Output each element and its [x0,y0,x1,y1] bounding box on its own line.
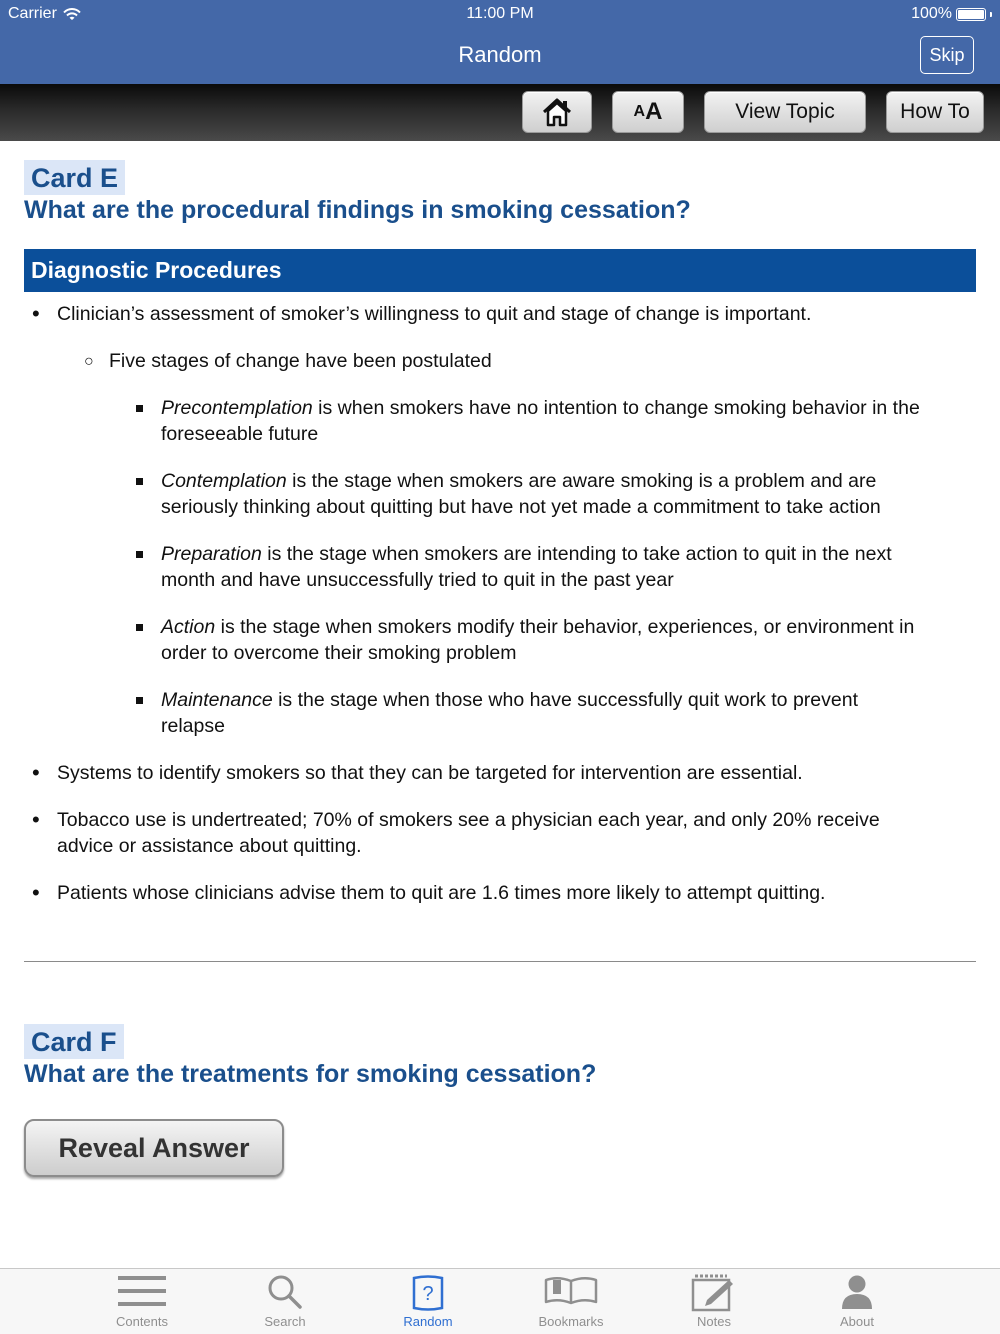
stage-desc: month and have unsuccessfully tried to quit in the past year [161,569,674,591]
card-e-question: What are the procedural findings in smoking cessation? [24,196,691,224]
tab-label: Random [403,1314,453,1329]
battery-percent: 100% [911,5,952,22]
page-title: Random [458,42,542,67]
font-big-glyph: A [645,98,663,125]
card-e-label: Card E [24,160,125,195]
list-icon [117,1274,167,1308]
tab-about[interactable] [797,1269,917,1334]
stage-desc: is the stage when smokers modify their behavior, experiences, or environment in [215,616,915,638]
svg-text:?: ? [422,1283,434,1305]
stage-desc: foreseeable future [161,423,319,445]
stage-term: Action [161,616,216,638]
bullet-text: Clinician’s assessment of smoker’s willingness to quit and stage of change is important. [57,303,812,325]
bullet-text: Patients whose clinicians advise them to quit are 1.6 times more likely to attempt quitting. [57,882,826,904]
home-button[interactable] [522,91,592,133]
reveal-answer-button[interactable]: Reveal Answer [24,1119,284,1177]
home-icon [541,97,573,127]
bullet-text: advice or assistance about quitting. [57,835,362,857]
tab-search[interactable] [225,1269,345,1334]
stage-desc: seriously thinking about quitting but have not yet made a commitment to take action [161,496,881,518]
tab-bookmarks[interactable] [511,1269,631,1334]
person-icon [840,1274,874,1310]
tab-notes[interactable] [654,1269,774,1334]
battery-icon [956,8,986,21]
card-f-question: What are the treatments for smoking cessation? [24,1060,597,1088]
stage-term: Preparation [161,543,262,565]
bullet-text: Tobacco use is undertreated; 70% of smokers see a physician each year, and only 20% receive [57,809,880,831]
status-bar [0,0,1000,28]
toolbar [0,84,1000,141]
tab-label: About [840,1314,874,1329]
stage-term: Precontemplation [161,397,313,419]
font-small-glyph: A [633,103,646,120]
book-icon [544,1274,598,1306]
view-topic-button[interactable]: View Topic [704,91,866,133]
skip-button[interactable]: Skip [920,36,974,74]
tab-random[interactable] [368,1269,488,1334]
stage-desc: order to overcome their smoking problem [161,642,517,664]
stage-desc: is the stage when those who have successfully quit work to prevent [272,689,858,711]
tab-bar [0,1268,1000,1334]
stage-term: Maintenance [161,689,273,711]
navigation-bar [0,0,1000,84]
search-icon [267,1274,303,1310]
stage-desc: is the stage when smokers are aware smoking is a problem and are [286,470,877,492]
notepad-icon [689,1274,739,1312]
question-card-icon [411,1274,445,1312]
stage-term: Contemplation [161,470,287,492]
tab-label: Contents [115,1314,169,1329]
font-size-button[interactable] [612,91,684,133]
clock: 11:00 PM [466,5,534,22]
sub-bullet-text: Five stages of change have been postulated [109,350,492,372]
tab-label: Search [264,1314,306,1329]
how-to-button[interactable]: How To [886,91,984,133]
stage-desc: relapse [161,715,225,737]
tab-label: Notes [697,1314,731,1329]
section-heading: Diagnostic Procedures [24,249,976,292]
carrier-label: Carrier [8,5,57,22]
battery-indicator [911,5,992,23]
card-divider [24,961,976,962]
stage-desc: is the stage when smokers are intending to take action to quit in the next [261,543,892,565]
stage-desc: is when smokers have no intention to change smoking behavior in the [312,397,920,419]
tab-contents[interactable] [82,1269,202,1334]
tab-label: Bookmarks [538,1314,604,1329]
bullet-text: Systems to identify smokers so that they can be targeted for intervention are essential. [57,762,803,784]
card-f-label: Card F [24,1024,124,1059]
